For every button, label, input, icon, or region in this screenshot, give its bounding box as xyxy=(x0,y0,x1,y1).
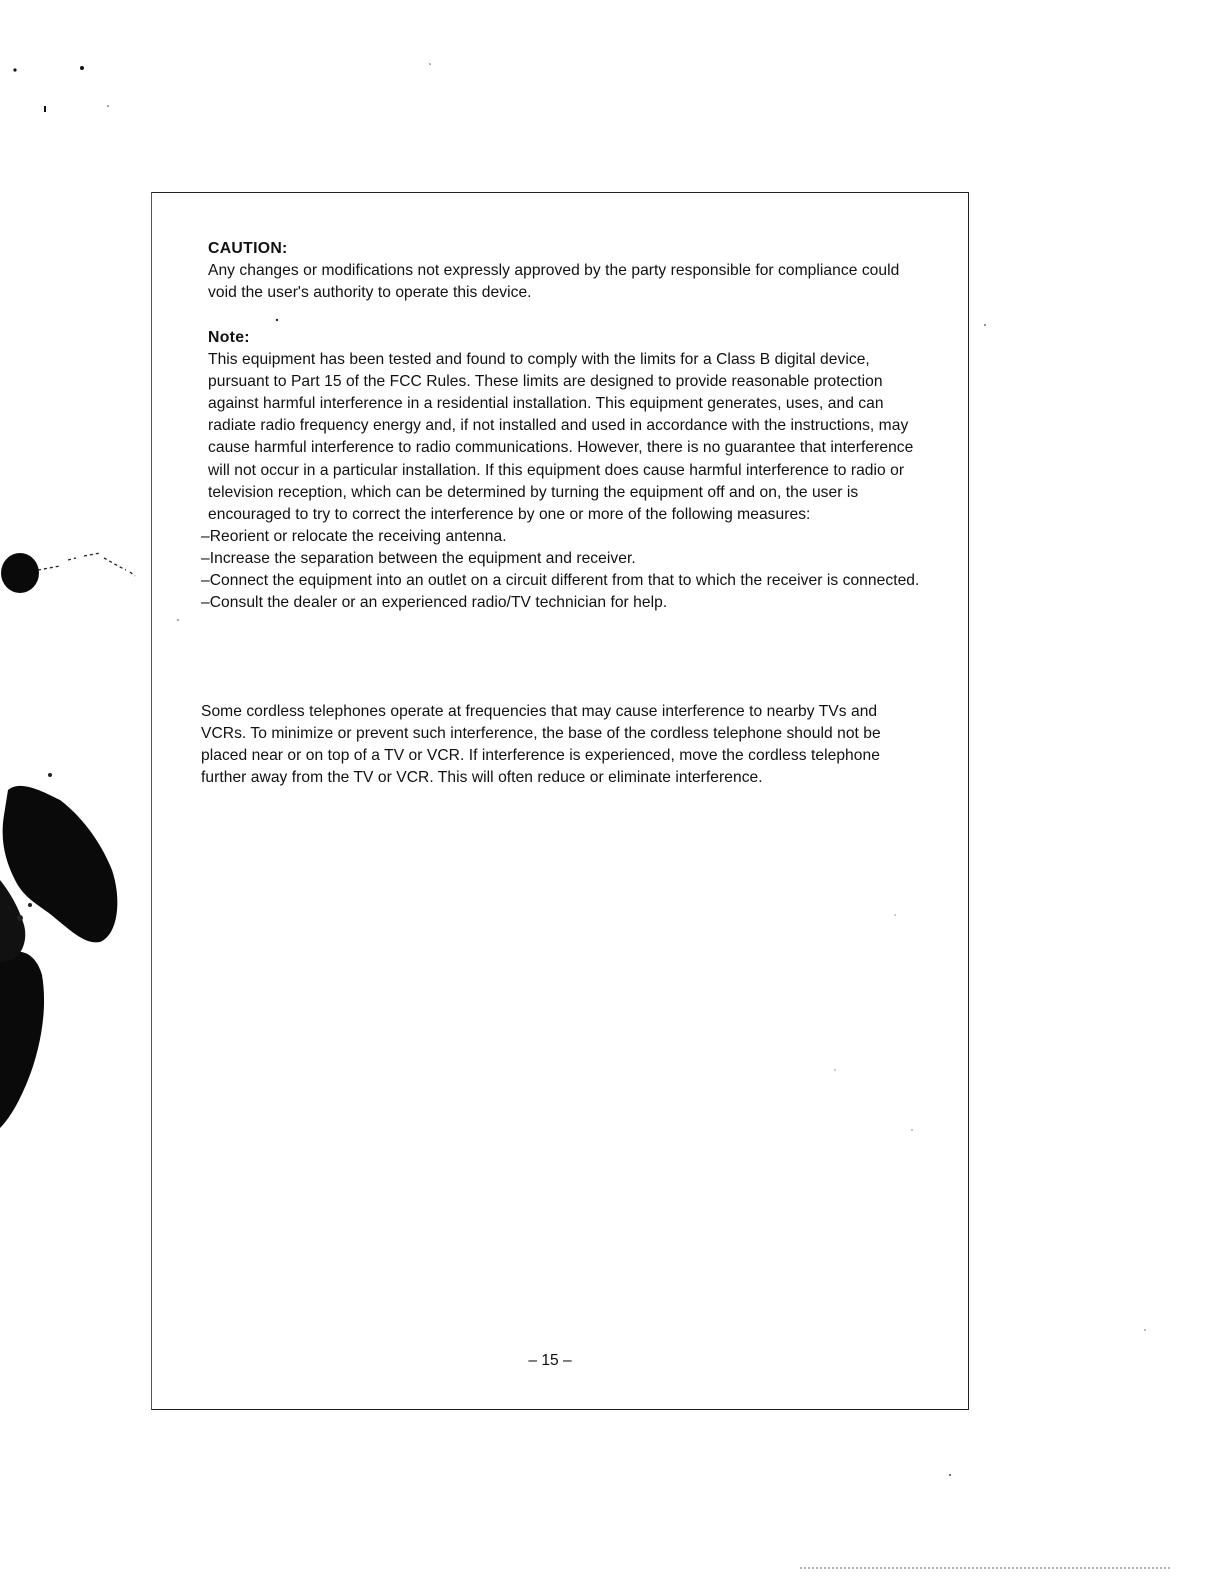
cordless-notice-section xyxy=(201,701,926,789)
note-text: This equipment has been tested and found to comply with the limits for a Class B digital device, pursuant to Part 15 of the FCC Rules. These limits are designed to provide reasonable protection against harmful interference in a residential installation. This equipment generates, uses, and can radiate radio frequency energy and, if not installed and used in accordance with the instructions, may cause harmful interference to radio communications. However, there is no guarantee that interference will not occur in a particular installation. If this equipment does cause harmful interference to radio or television reception, which can be determined by turning the equipment off and on, the user is encouraged to try to correct the interference by one or more of the following measures: xyxy=(208,351,914,523)
caution-heading: CAUTION: xyxy=(208,240,288,257)
scan-speck xyxy=(80,66,84,70)
measure-item: –Connect the equipment into an outlet on a circuit different from that to which the receiver is connected. xyxy=(201,572,920,590)
punch-hole-trail xyxy=(38,553,135,576)
edge-blot xyxy=(3,786,118,943)
note-section xyxy=(201,327,928,614)
caution-section xyxy=(208,238,928,304)
measures-list xyxy=(201,526,928,614)
scan-speck xyxy=(44,106,46,112)
caution-text: Any changes or modifications not expressly approved by the party responsible for compliance could void the user's authority to operate this device. xyxy=(208,262,900,302)
scan-speck xyxy=(984,324,986,326)
measure-item: –Consult the dealer or an experienced radio/TV technician for help. xyxy=(201,594,668,612)
scan-speck xyxy=(28,903,32,907)
edge-blot xyxy=(0,952,44,1128)
measure-item: –Increase the separation between the equipment and receiver. xyxy=(201,549,636,567)
scan-speck xyxy=(949,1474,951,1476)
scan-speck xyxy=(48,773,52,777)
scan-speck xyxy=(17,915,23,921)
measure-item: –Reorient or relocate the receiving antenna. xyxy=(201,527,507,545)
scan-speck xyxy=(429,63,431,65)
scan-speck xyxy=(107,105,109,107)
scan-speck xyxy=(13,68,16,71)
note-heading: Note: xyxy=(208,329,250,346)
punch-hole-blot xyxy=(1,553,39,593)
edge-blot xyxy=(0,880,25,962)
cordless-notice-text: Some cordless telephones operate at frequencies that may cause interference to nearby TVs and VCRs. To minimize or prevent such interference, the base of the cordless telephone should not be placed near or on top of a TV or VCR. If interference is experienced, move the cordless telephone further away from the TV or VCR. This will often reduce or eliminate interference. xyxy=(201,703,881,787)
page-number: – 15 – xyxy=(528,1352,572,1369)
scan-speck xyxy=(1144,1329,1146,1331)
